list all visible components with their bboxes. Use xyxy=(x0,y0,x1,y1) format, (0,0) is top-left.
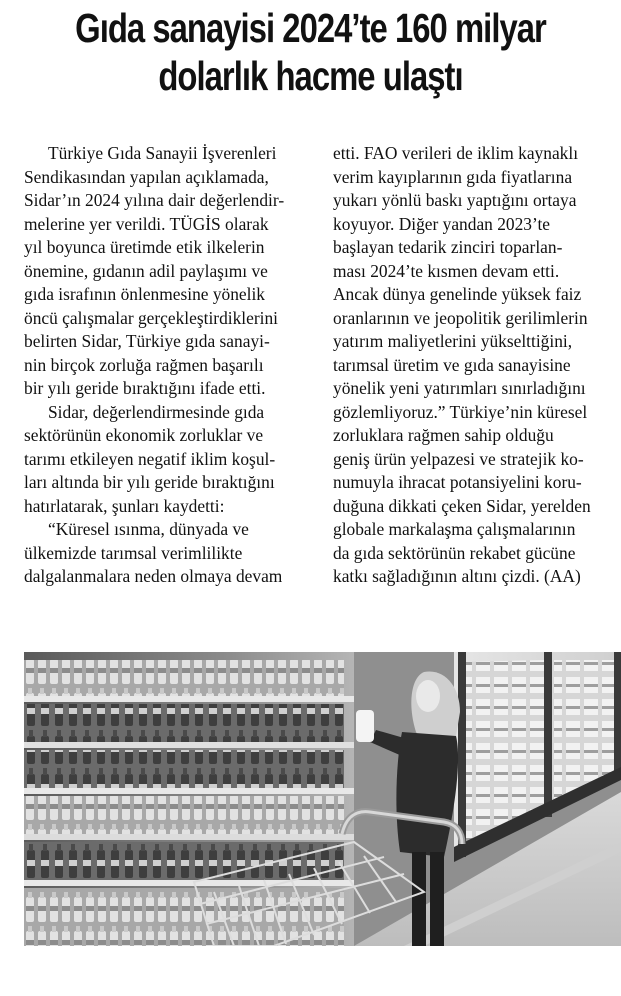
article-line: önemine, gıdanın adil paylaşımı ve xyxy=(24,260,268,281)
article-line: Ancak dünya genelinde yüksek faiz xyxy=(333,284,582,304)
article-line: Türkiye Gıda Sanayii İşverenleri xyxy=(48,143,277,163)
article-line: bir yılı geride bıraktığını ifade etti. xyxy=(24,378,266,398)
article-line: dalgalanmalara neden olmaya devam xyxy=(24,566,283,586)
article-line: verim kayıplarının gıda fiyatlarına xyxy=(333,166,573,187)
article-line: gıda israfının önlenmesine yönelik xyxy=(24,284,265,304)
article-line: koyuyor. Diğer yandan 2023’te xyxy=(333,213,551,234)
article-line: başlayan tedarik zinciri toparlan- xyxy=(333,237,563,257)
article-line: yatırım maliyetlerini yükselttiğini, xyxy=(333,331,573,351)
article-line: nin birçok zorluğa rağmen başarılı xyxy=(24,354,264,375)
article-line: Sendikasından yapılan açıklamada, xyxy=(24,166,269,187)
article-line: tarımsal üretim ve gıda sanayisine xyxy=(333,354,571,375)
article-line: belirten Sidar, Türkiye gıda sanayi- xyxy=(24,331,270,351)
headline-line-2: dolarlık hacme ulaştı xyxy=(158,53,463,99)
article-line: öncü çalışmalar gerçekleştirdiklerini xyxy=(24,307,278,328)
headline-line-1: Gıda sanayisi 2024’te 160 milyar xyxy=(75,5,546,51)
article-line: numuyla ihracat potansiyelini koru- xyxy=(333,472,582,492)
article-line: yukarı yönlü baskı yaptığını ortaya xyxy=(333,190,577,210)
article-line: Sidar’ın 2024 yılına dair değerlendir- xyxy=(24,190,285,210)
article-line: etti. FAO verileri de iklim kaynaklı xyxy=(333,143,579,163)
article-line: geniş ürün yelpazesi ve stratejik ko- xyxy=(333,448,584,469)
article-line: zorluklara rağmen sahip olduğu xyxy=(333,425,554,445)
article-line: tarımı etkileyen negatif iklim koşul- xyxy=(24,448,276,469)
article-line: da gıda sektörünün rekabet gücüne xyxy=(333,542,576,563)
article-line: gözlemliyoruz.” Türkiye’nin küresel xyxy=(333,401,588,422)
article-line: oranlarının ve jeopolitik gerilimlerin xyxy=(333,307,588,328)
supermarket-photo xyxy=(24,652,621,946)
article-line: “Küresel ısınma, dünyada ve xyxy=(48,519,249,539)
article-line: melerine yer verildi. TÜGİS olarak xyxy=(24,213,269,234)
article-line: hatırlatarak, şunları kaydetti: xyxy=(24,495,225,516)
article-line: yıl boyunca üretimde etik ilkelerin xyxy=(24,237,265,257)
article-column-left xyxy=(24,142,316,589)
article-line: sektörünün ekonomik zorluklar ve xyxy=(24,425,264,445)
article-line: duğuna dikkati çeken Sidar, yerelden xyxy=(333,495,591,516)
article-line: globale markalaşma çalışmalarının xyxy=(333,519,576,539)
article-line: ması 2024’te kısmen devam etti. xyxy=(333,260,560,281)
article-line: ülkemizde tarımsal verimlilikte xyxy=(24,542,243,563)
article-line: Sidar, değerlendirmesinde gıda xyxy=(48,401,265,422)
article-line: katkı sağladığının altını çizdi. (AA) xyxy=(333,566,581,586)
article-column-right xyxy=(333,142,621,589)
headline xyxy=(62,4,559,100)
article-line: ları altında bir yılı geride bıraktığını xyxy=(24,472,275,492)
article-line: yönelik yeni yatırımları sınırladığını xyxy=(333,378,586,398)
